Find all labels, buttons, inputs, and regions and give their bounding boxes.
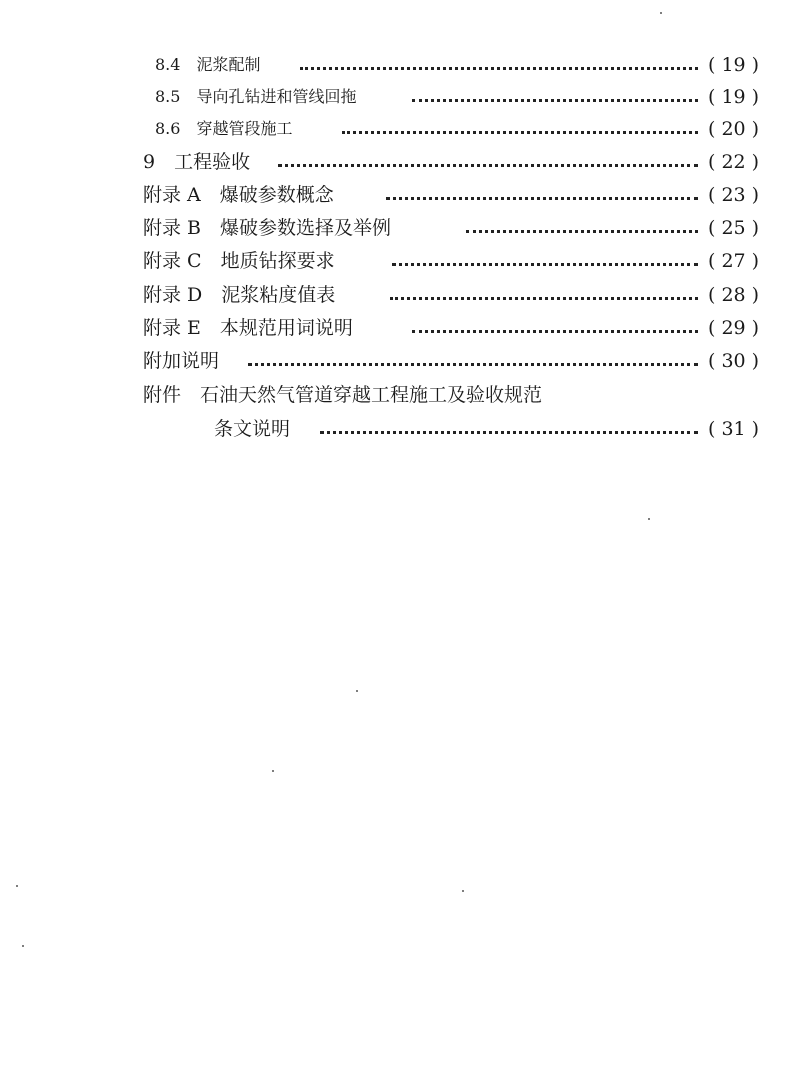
toc-entry-appendix-a <box>0 180 800 210</box>
toc-entry-9 <box>0 147 800 177</box>
toc-entry-page: ( 27 ) <box>708 250 760 272</box>
scan-speck <box>660 12 662 14</box>
toc-entry-appendix-c <box>0 246 800 276</box>
toc-entry-page: ( 23 ) <box>708 184 760 206</box>
toc-entry-page: ( 20 ) <box>708 118 760 140</box>
toc-entry-label: 8.5 导向孔钻进和管线回拖 <box>155 87 357 106</box>
toc-entry-page: ( 22 ) <box>708 151 760 173</box>
scan-speck <box>462 890 464 892</box>
toc-leader-dots <box>342 131 698 134</box>
toc-entry-appendix-d <box>0 280 800 310</box>
toc-leader-dots <box>278 164 698 167</box>
toc-entry-page: ( 25 ) <box>708 217 760 239</box>
toc-attachment-title: 附件 石油天然气管道穿越工程施工及验收规范 <box>143 384 543 406</box>
toc-entry-8-6 <box>0 114 800 144</box>
toc-leader-dots <box>320 431 698 434</box>
toc-entry-additional-notes <box>0 346 800 376</box>
toc-entry-page: ( 31 ) <box>708 418 760 440</box>
toc-entry-label: 8.4 泥浆配制 <box>155 55 261 74</box>
toc-entry-page: ( 19 ) <box>708 54 760 76</box>
toc-entry-label: 附录 D 泥浆粘度值表 <box>143 284 336 306</box>
scan-speck <box>16 885 18 887</box>
toc-leader-dots <box>392 263 698 266</box>
toc-entry-label: 9 工程验收 <box>143 151 251 173</box>
scan-speck <box>648 518 650 520</box>
toc-entry-label: 附录 A 爆破参数概念 <box>143 184 334 206</box>
scan-speck <box>272 770 274 772</box>
toc-entry-page: ( 28 ) <box>708 284 760 306</box>
toc-entry-label: 附录 E 本规范用词说明 <box>143 317 353 339</box>
toc-leader-dots <box>466 230 698 233</box>
toc-entry-page: ( 19 ) <box>708 86 760 108</box>
toc-entry-label: 附加说明 <box>143 350 220 372</box>
toc-entry-appendix-e <box>0 313 800 343</box>
toc-entry-appendix-b <box>0 213 800 243</box>
toc-entry-label: 附录 B 爆破参数选择及举例 <box>143 217 392 239</box>
toc-entry-page: ( 30 ) <box>708 350 760 372</box>
toc-entry-page: ( 29 ) <box>708 317 760 339</box>
toc-leader-dots <box>300 67 698 70</box>
toc-entry-label: 附录 C 地质钻探要求 <box>143 250 335 272</box>
scan-speck <box>356 690 358 692</box>
toc-entry-8-4 <box>0 50 800 80</box>
scan-speck <box>22 945 24 947</box>
toc-leader-dots <box>386 197 698 200</box>
toc-leader-dots <box>412 99 698 102</box>
toc-leader-dots <box>390 297 698 300</box>
toc-entry-attachment <box>0 414 800 444</box>
toc-leader-dots <box>412 330 698 333</box>
toc-attachment-subtitle: 条文说明 <box>214 418 291 440</box>
toc-leader-dots <box>248 363 698 366</box>
toc-entry-8-5 <box>0 82 800 112</box>
toc-entry-label: 8.6 穿越管段施工 <box>155 119 293 138</box>
